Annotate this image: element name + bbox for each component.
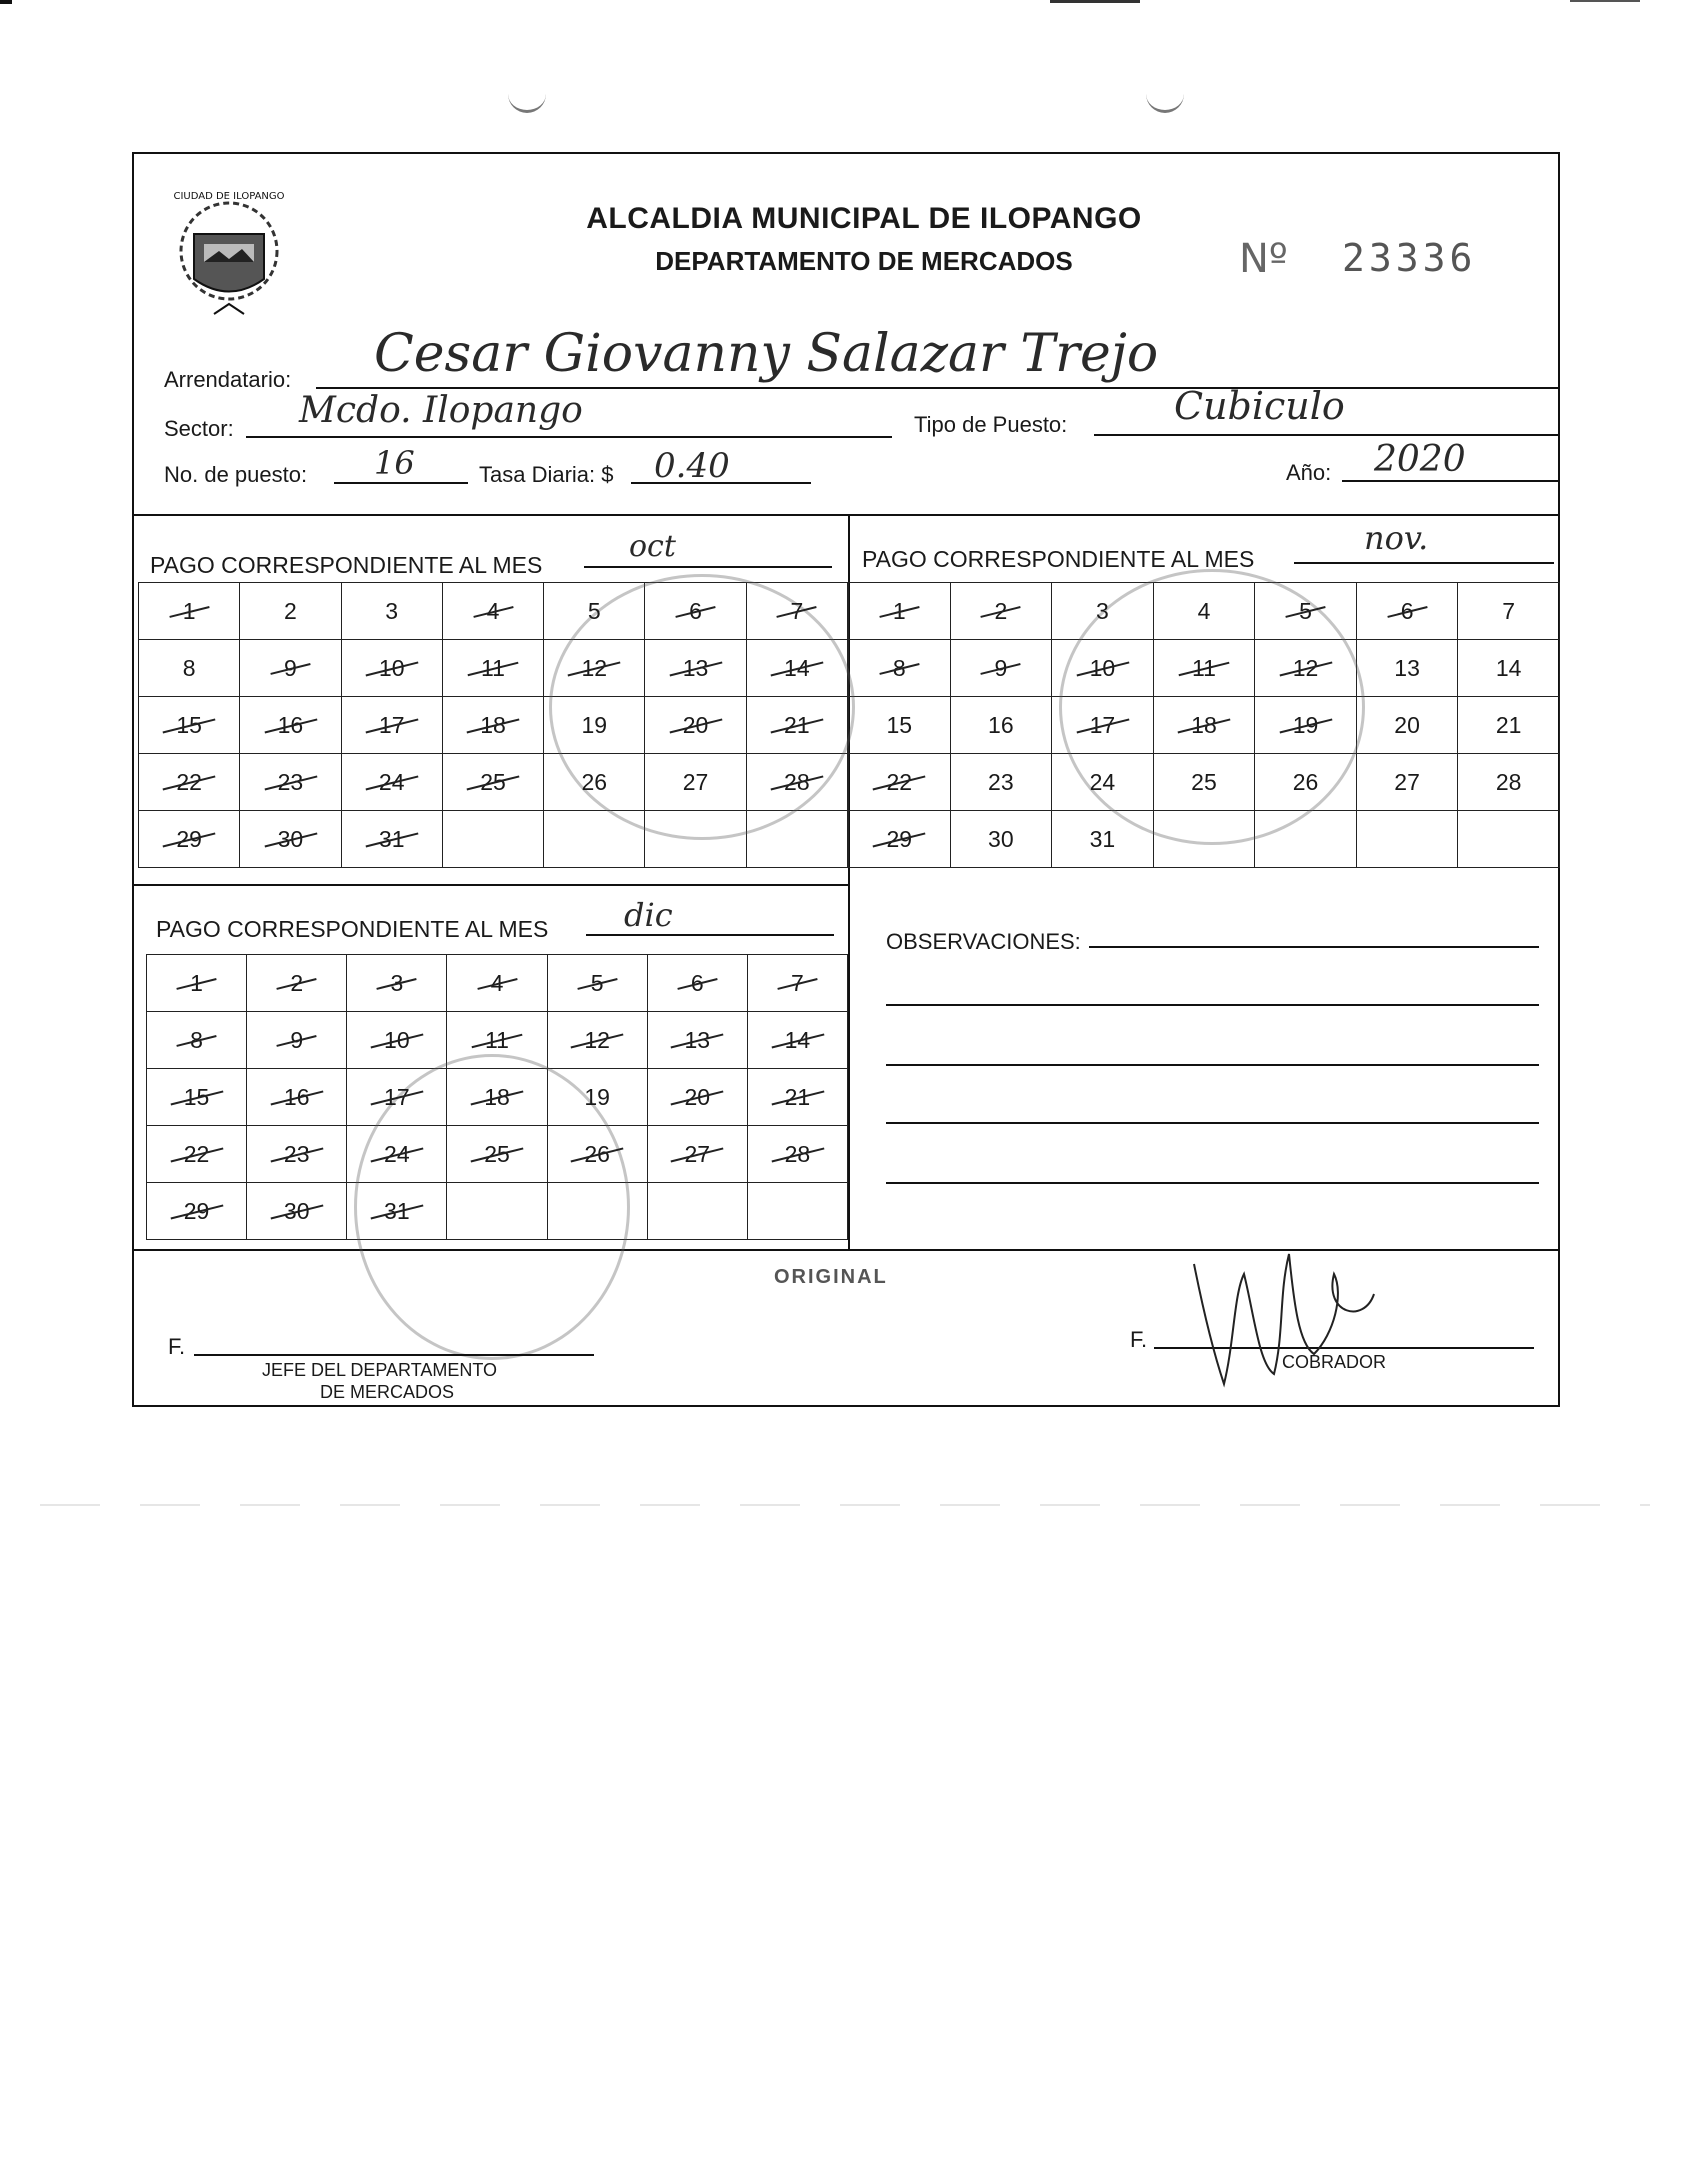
day-cell[interactable]: 17 [341,697,442,754]
month-title-oct: PAGO CORRESPONDIENTE AL MES [150,552,543,578]
day-cell[interactable]: 30 [247,1183,347,1240]
day-cell[interactable]: 31 [341,811,442,868]
signature-f-left: F. [168,1334,186,1359]
puesto-line [334,482,468,484]
puesto-value[interactable]: 16 [374,444,415,482]
day-cell[interactable]: 4 [447,955,547,1012]
original-label: ORIGINAL [774,1266,888,1288]
observaciones-line[interactable] [886,1182,1539,1184]
day-cell[interactable]: 11 [447,1012,547,1069]
day-cell[interactable]: 21 [747,1069,847,1126]
day-cell[interactable]: 19 [547,1069,647,1126]
day-cell[interactable]: 9 [950,640,1052,697]
day-cell[interactable]: 19 [544,697,645,754]
day-cell[interactable]: 27 [645,754,746,811]
day-cell[interactable]: 7 [747,955,847,1012]
day-cell[interactable] [442,811,543,868]
observaciones-line[interactable] [886,1122,1539,1124]
day-cell[interactable]: 13 [647,1012,747,1069]
punch-hole-right [1146,80,1184,113]
day-cell[interactable]: 1 [849,583,951,640]
day-cell[interactable]: 29 [849,811,951,868]
month-line-oct [584,566,832,568]
day-cell[interactable]: 19 [1255,697,1357,754]
day-cell[interactable]: 3 [1052,583,1154,640]
observaciones-line[interactable] [886,1064,1539,1066]
bottom-scan-edge [0,1500,1693,1510]
month-line-dic [586,934,834,936]
day-cell[interactable]: 28 [1458,754,1560,811]
day-cell[interactable]: 24 [347,1126,447,1183]
day-cell[interactable]: 27 [647,1126,747,1183]
svg-text:CIUDAD DE ILOPANGO: CIUDAD DE ILOPANGO [173,191,285,202]
day-cell[interactable]: 5 [544,583,645,640]
day-cell[interactable]: 23 [950,754,1052,811]
day-cell[interactable]: 1 [139,583,240,640]
day-cell[interactable]: 22 [147,1126,247,1183]
day-cell[interactable] [1356,811,1458,868]
day-cell[interactable]: 11 [442,640,543,697]
punch-hole-left [508,80,546,113]
day-cell[interactable]: 14 [747,1012,847,1069]
day-cell[interactable]: 1 [147,955,247,1012]
month-line-nov [1294,562,1554,564]
jefe-label-line1: JEFE DEL DEPARTAMENTO [262,1360,498,1380]
day-cell[interactable]: 2 [240,583,341,640]
day-cell[interactable]: 27 [1356,754,1458,811]
section-divider-middle [134,884,848,886]
day-cell[interactable]: 24 [1052,754,1154,811]
signature-f-right: F. [1130,1327,1148,1352]
day-cell[interactable]: 5 [547,955,647,1012]
sector-value[interactable]: Mcdo. Ilopango [299,390,583,431]
day-cell[interactable] [747,1183,847,1240]
tipo-puesto-label: Tipo de Puesto: [914,412,1068,437]
day-cell[interactable]: 18 [1153,697,1255,754]
day-cell[interactable]: 31 [347,1183,447,1240]
day-cell[interactable]: 6 [647,955,747,1012]
day-cell[interactable]: 28 [747,1126,847,1183]
day-cell[interactable]: 18 [442,697,543,754]
observaciones-line[interactable] [1089,946,1539,948]
day-cell[interactable] [1458,811,1560,868]
day-cell[interactable]: 11 [1153,640,1255,697]
day-cell[interactable]: 6 [1356,583,1458,640]
tipo-puesto-line [1094,434,1560,436]
month-value-oct[interactable]: oct [629,529,676,564]
day-cell[interactable]: 23 [240,754,341,811]
day-cell[interactable]: 13 [645,640,746,697]
signature-icon [1164,1234,1394,1404]
sector-line [246,436,892,438]
day-cell[interactable] [647,1183,747,1240]
day-cell[interactable]: 20 [647,1069,747,1126]
day-cell[interactable]: 16 [247,1069,347,1126]
scan-edge [0,0,1693,8]
day-cell[interactable]: 28 [746,754,847,811]
table-row [147,955,848,1012]
day-cell[interactable]: 22 [139,754,240,811]
day-cell[interactable]: 29 [139,811,240,868]
day-cell[interactable]: 12 [547,1012,647,1069]
day-cell[interactable]: 26 [544,754,645,811]
arrendatario-value[interactable]: Cesar Giovanny Salazar Trejo [374,324,1159,384]
day-cell[interactable]: 26 [547,1126,647,1183]
day-cell[interactable]: 17 [1052,697,1154,754]
tasa-value[interactable]: 0.40 [654,446,730,486]
day-cell[interactable]: 7 [746,583,847,640]
day-cell[interactable]: 12 [1255,640,1357,697]
page-subtitle: DEPARTAMENTO DE MERCADOS [655,246,1073,276]
day-cell[interactable]: 30 [240,811,341,868]
day-cell[interactable]: 25 [447,1126,547,1183]
puesto-label: No. de puesto: [164,462,308,487]
anio-value[interactable]: 2020 [1374,439,1466,480]
day-cell[interactable]: 23 [247,1126,347,1183]
day-cell[interactable]: 25 [1153,754,1255,811]
day-cell[interactable]: 21 [1458,697,1560,754]
day-cell[interactable]: 4 [442,583,543,640]
cobrador-label: COBRADOR [1282,1352,1387,1372]
anio-line [1342,480,1560,482]
day-cell[interactable]: 24 [341,754,442,811]
day-cell[interactable]: 4 [1153,583,1255,640]
signature-line-left[interactable] [194,1354,594,1356]
market-payment-card [132,152,1560,1407]
day-cell[interactable]: 31 [1052,811,1154,868]
day-cell[interactable]: 15 [147,1069,247,1126]
day-cell[interactable]: 9 [247,1012,347,1069]
sector-label: Sector: [164,416,234,441]
day-cell[interactable]: 26 [1255,754,1357,811]
tasa-label: Tasa Diaria: $ [479,462,614,487]
month-value-nov[interactable]: nov. [1364,519,1429,557]
month-value-dic[interactable]: dic [624,896,673,934]
day-cell[interactable]: 25 [442,754,543,811]
day-cell[interactable]: 12 [544,640,645,697]
day-cell[interactable]: 9 [240,640,341,697]
arrendatario-line [316,387,1560,389]
municipal-seal-icon [164,179,294,329]
observaciones-label: OBSERVACIONES: [886,929,1081,954]
day-cell[interactable]: 16 [950,697,1052,754]
anio-label: Año: [1286,460,1332,485]
month-title-dic: PAGO CORRESPONDIENTE AL MES [156,916,549,942]
day-cell[interactable]: 18 [447,1069,547,1126]
day-cell[interactable]: 10 [341,640,442,697]
section-divider-top [134,514,1560,516]
day-cell[interactable]: 16 [240,697,341,754]
jefe-label-line2: DE MERCADOS [320,1382,455,1402]
number-label: Nº [1239,236,1288,282]
day-cell[interactable]: 22 [849,754,951,811]
page-title: ALCALDIA MUNICIPAL DE ILOPANGO [586,202,1142,235]
day-cell[interactable]: 15 [849,697,951,754]
day-cell[interactable]: 10 [347,1012,447,1069]
month-title-nov: PAGO CORRESPONDIENTE AL MES [862,546,1255,572]
form-number: 23336 [1342,236,1477,280]
day-cell[interactable]: 3 [347,955,447,1012]
day-cell[interactable]: 3 [341,583,442,640]
day-cell[interactable]: 14 [746,640,847,697]
day-cell[interactable]: 10 [1052,640,1154,697]
tipo-puesto-value[interactable]: Cubiculo [1174,384,1345,428]
day-cell[interactable]: 13 [1356,640,1458,697]
day-cell[interactable]: 2 [950,583,1052,640]
day-cell[interactable]: 17 [347,1069,447,1126]
day-cell[interactable]: 8 [139,640,240,697]
day-cell[interactable]: 8 [849,640,951,697]
day-cell[interactable]: 7 [1458,583,1560,640]
day-cell[interactable]: 6 [645,583,746,640]
day-cell[interactable]: 20 [645,697,746,754]
arrendatario-label: Arrendatario: [164,367,292,392]
day-cell[interactable]: 14 [1458,640,1560,697]
day-cell[interactable]: 5 [1255,583,1357,640]
day-cell[interactable]: 20 [1356,697,1458,754]
day-cell[interactable]: 8 [147,1012,247,1069]
day-cell[interactable]: 30 [950,811,1052,868]
day-cell[interactable]: 29 [147,1183,247,1240]
observaciones-line[interactable] [886,1004,1539,1006]
day-cell[interactable]: 21 [746,697,847,754]
day-cell[interactable]: 2 [247,955,347,1012]
day-cell[interactable]: 15 [139,697,240,754]
